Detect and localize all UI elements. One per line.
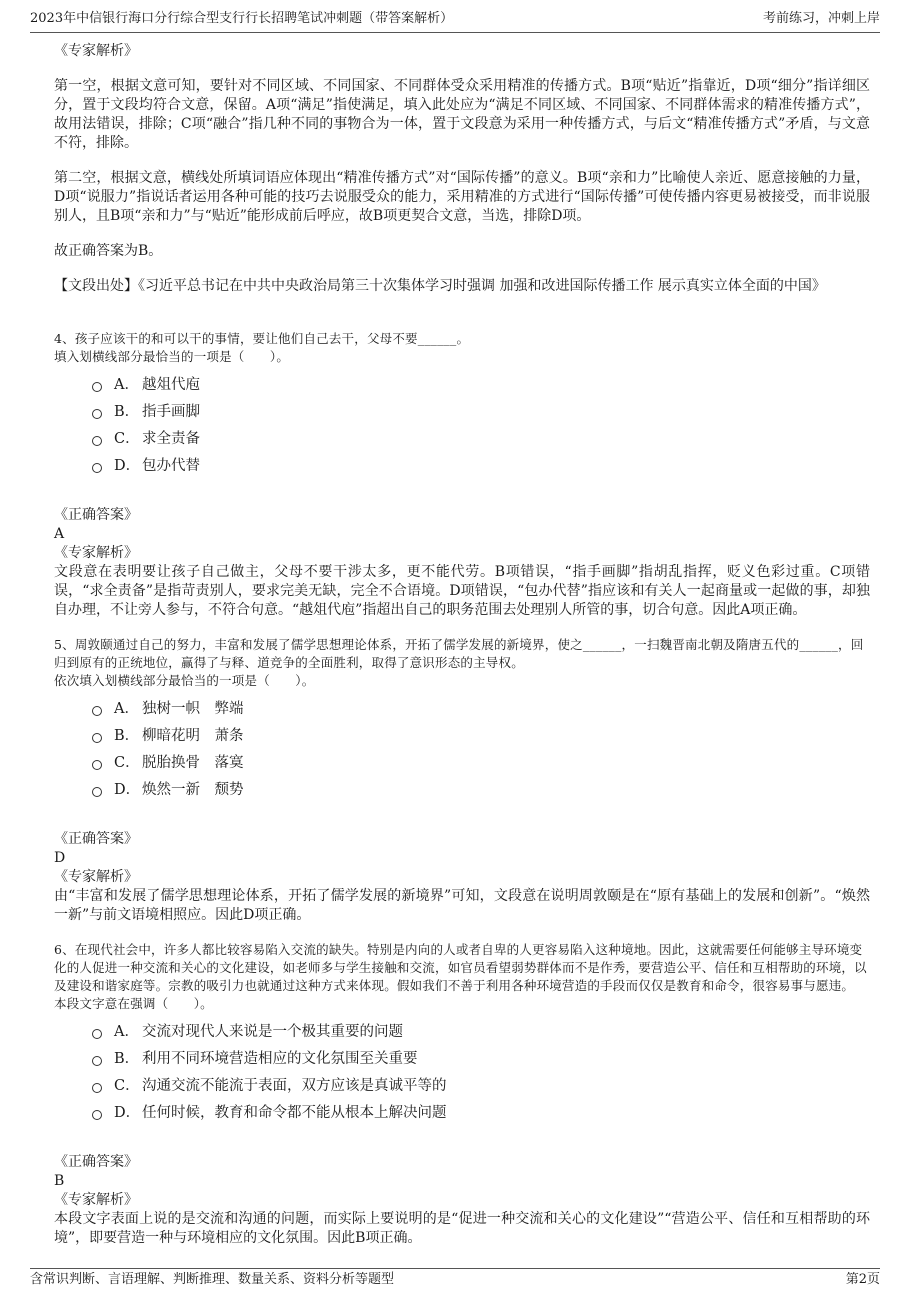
question-5 <box>54 636 870 925</box>
option-text: 利用不同环境营造相应的文化氛围至关重要 <box>142 1051 418 1067</box>
answer-label: 《正确答案》 <box>54 831 138 847</box>
option-b[interactable] <box>92 397 870 424</box>
analysis-label: 《专家解析》 <box>54 1192 138 1208</box>
radio-button-icon[interactable] <box>92 1056 102 1066</box>
option-c[interactable] <box>92 1071 870 1098</box>
question-stem: 4、孩子应该干的和可以干的事情，要让他们自己去干，父母不要______。 <box>54 331 470 346</box>
radio-button-icon[interactable] <box>92 760 102 770</box>
option-a[interactable] <box>92 370 870 397</box>
option-a[interactable] <box>92 1017 870 1044</box>
option-b[interactable] <box>92 721 870 748</box>
option-d[interactable] <box>92 1098 870 1125</box>
option-letter: A． <box>114 1024 139 1040</box>
radio-button-icon[interactable] <box>92 409 102 419</box>
option-letter: C． <box>114 755 140 771</box>
option-letter: B． <box>114 1051 140 1067</box>
option-letter: A． <box>114 701 139 717</box>
option-a[interactable] <box>92 694 870 721</box>
option-text: 沟通交流不能流于表面，双方应该是真诚平等的 <box>142 1078 447 1094</box>
option-letter: B． <box>114 404 140 420</box>
page-number: 第2页 <box>845 1272 880 1287</box>
option-letter: D． <box>114 1105 141 1121</box>
radio-button-icon[interactable] <box>92 436 102 446</box>
radio-button-icon[interactable] <box>92 787 102 797</box>
analysis-label: 《专家解析》 <box>54 43 138 59</box>
option-text: 任何时候，教育和命令都不能从根本上解决问题 <box>142 1105 447 1121</box>
option-d[interactable] <box>92 775 870 802</box>
question-prompt: 本段文字意在强调（ ）。 <box>54 996 213 1011</box>
option-text: 交流对现代人来说是一个极其重要的问题 <box>142 1024 403 1040</box>
option-letter: C． <box>114 1078 140 1094</box>
option-list <box>92 1017 870 1125</box>
document-title: 2023年中信银行海口分行综合型支行行长招聘笔试冲刺题（带答案解析） <box>30 11 454 26</box>
answer-label: 《正确答案》 <box>54 1154 138 1170</box>
answer-conclusion: 故正确答案为B。 <box>54 243 163 259</box>
option-letter: C． <box>114 431 140 447</box>
option-letter: A． <box>114 377 139 393</box>
option-list <box>92 370 870 478</box>
question-prompt: 依次填入划横线部分最恰当的一项是（ ）。 <box>54 673 315 688</box>
radio-button-icon[interactable] <box>92 706 102 716</box>
footer-description: 含常识判断、言语理解、判断推理、数量关系、资料分析等题型 <box>30 1272 395 1287</box>
question-prompt: 填入划横线部分最恰当的一项是（ ）。 <box>54 349 290 364</box>
option-text: 独树一帜 弊端 <box>142 701 244 717</box>
radio-button-icon[interactable] <box>92 1110 102 1120</box>
analysis-label: 《专家解析》 <box>54 545 138 561</box>
correct-answer: B <box>54 1173 65 1189</box>
correct-answer: A <box>54 526 65 542</box>
option-letter: D． <box>114 458 141 474</box>
question-6 <box>54 941 870 1248</box>
header-slogan: 考前练习，冲刺上岸 <box>762 11 880 26</box>
option-text: 求全责备 <box>142 431 200 447</box>
radio-button-icon[interactable] <box>92 1029 102 1039</box>
page-content <box>54 42 870 1248</box>
option-text: 指手画脚 <box>142 404 200 420</box>
question-stem: 6、在现代社会中，许多人都比较容易陷入交流的缺失。特别是内向的人或者自卑的人更容易陷入这种境地。因此，这就需要任何能够主导环境变化的人促进一种交流和关心的文化建设，如老师多与学生接触和交流，如官员看望弱势群体而不是作秀，要营造公平、信任和互相帮助的环境，以及建设和谐家庭等。宗教的吸引力也就通过这种方式来体现。假如我们不善于利用各种环境营造的手段而仅仅是教育和命令，很容易事与愿违。 <box>54 942 867 993</box>
analysis-label: 《专家解析》 <box>54 869 138 885</box>
correct-answer: D <box>54 850 66 866</box>
page-footer <box>30 1268 880 1293</box>
option-list <box>92 694 870 802</box>
option-letter: B． <box>114 728 140 744</box>
analysis-paragraph: 第一空，根据文意可知，要针对不同区域、不同国家、不同群体受众采用精准的传播方式。B项“贴近”指靠近，D项“细分”指详细区分，置于文段均符合文意，保留。A项“满足”指使满足，填入此处应为“满足不同区域、不同国家、不同群体需求的精准传播方式”，故用法错误，排除；C项“融合”指几种不同的事物合为一体，置于文段意为采用一种传播方式，与后文“精准传播方式”矛盾，与文意不符，排除。 <box>54 78 870 151</box>
option-c[interactable] <box>92 424 870 451</box>
option-d[interactable] <box>92 451 870 478</box>
analysis-text: 本段文字表面上说的是交流和沟通的问题，而实际上要说明的是“促进一种交流和关心的文化建设”“营造公平、信任和互相帮助的环境”，即要营造一种与环境相应的文化氛围。因此B项正确。 <box>54 1211 870 1246</box>
option-c[interactable] <box>92 748 870 775</box>
option-text: 柳暗花明 萧条 <box>142 728 244 744</box>
option-letter: D． <box>114 782 141 798</box>
page-header <box>30 8 880 33</box>
radio-button-icon[interactable] <box>92 382 102 392</box>
analysis-text: 由“丰富和发展了儒学思想理论体系，开拓了儒学发展的新境界”可知，文段意在说明周敦颐是在“原有基础上的发展和创新”。“焕然一新”与前文语境相照应。因此D项正确。 <box>54 888 870 923</box>
option-text: 脱胎换骨 落寞 <box>142 755 244 771</box>
radio-button-icon[interactable] <box>92 1083 102 1093</box>
radio-button-icon[interactable] <box>92 733 102 743</box>
option-text: 包办代替 <box>142 458 200 474</box>
option-text: 焕然一新 颓势 <box>142 782 244 798</box>
source-citation: 【文段出处】《习近平总书记在中共中央政治局第三十次集体学习时强调 加强和改进国际传播工作 展示真实立体全面的中国》 <box>54 278 826 294</box>
radio-button-icon[interactable] <box>92 463 102 473</box>
option-b[interactable] <box>92 1044 870 1071</box>
answer-label: 《正确答案》 <box>54 507 138 523</box>
analysis-paragraph: 第二空，根据文意，横线处所填词语应体现出“精准传播方式”对“国际传播”的意义。B项“亲和力”比喻使人亲近、愿意接触的力量，D项“说服力”指说话者运用各种可能的技巧去说服受众的能力，采用精准的方式进行“国际传播”可使传播内容更易被接受，而非说服别人，且B项“亲和力”与“贴近”能形成前后呼应，故B项更契合文意，当选，排除D项。 <box>54 170 870 224</box>
question-stem: 5、周敦颐通过自己的努力，丰富和发展了儒学思想理论体系，开拓了儒学发展的新境界，使之______，一扫魏晋南北朝及隋唐五代的______，回归到原有的正统地位，赢得了与释、道竞争的全面胜利，取得了意识形态的主导权。 <box>54 637 864 670</box>
option-text: 越俎代庖 <box>142 377 200 393</box>
question-4 <box>54 330 870 620</box>
analysis-text: 文段意在表明要让孩子自己做主，父母不要干涉太多，更不能代劳。B项错误，“指手画脚”指胡乱指挥，贬义色彩过重。C项错误，“求全责备”是指苛责别人，要求完美无缺，完全不合语境。D项错误，“包办代替”指应该和有关人一起商量或一起做的事，却独自办理，不让旁人参与，不符合句意。“越俎代庖”指超出自己的职务范围去处理别人所管的事，切合句意。因此A项正确。 <box>54 564 870 618</box>
